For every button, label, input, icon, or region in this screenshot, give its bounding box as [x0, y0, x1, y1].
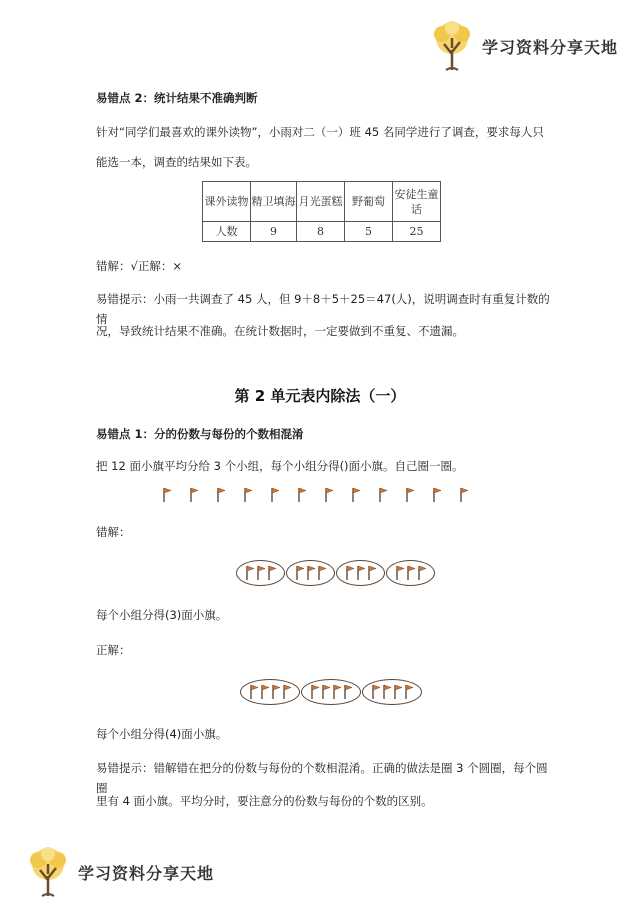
table-header-cell: 野葡萄 [345, 182, 393, 222]
section2-heading: 易错点 1：分的份数与每份的个数相混淆 [96, 427, 304, 441]
flag-icon [271, 684, 281, 700]
brand-name: 学习资料分享天地 [482, 37, 619, 57]
flag-icon [356, 565, 366, 581]
flag-icon [260, 684, 270, 700]
flag-icon [270, 487, 280, 503]
survey-table [202, 181, 441, 242]
flag-item [351, 487, 378, 505]
flag-icon [324, 487, 334, 503]
flag-group-circle [336, 560, 385, 586]
table-cell: 8 [297, 222, 345, 242]
flag-item [378, 487, 405, 505]
flag-icon [417, 565, 427, 581]
flag-item [405, 487, 432, 505]
brand-logo-bottom [22, 846, 214, 898]
flag-icon [321, 684, 331, 700]
flag-icon [310, 684, 320, 700]
flag-icon [243, 487, 253, 503]
table-cell: 25 [393, 222, 441, 242]
flag-item [324, 487, 351, 505]
flag-item [297, 487, 324, 505]
table-header-cell: 课外读物 [203, 182, 251, 222]
flag-icon [404, 684, 414, 700]
table-cell: 5 [345, 222, 393, 242]
flag-icon [343, 684, 353, 700]
table-header-cell: 精卫填海 [251, 182, 297, 222]
table-header-cell: 月光蛋糕 [297, 182, 345, 222]
flag-icon [216, 487, 226, 503]
flag-icon [351, 487, 361, 503]
section2-hint-line1: 易错提示：错解错在把分的份数与每份的个数相混淆。正确的做法是圈 3 个圆圈，每个圆圈 [96, 761, 548, 795]
flag-icon [382, 684, 392, 700]
flag-icon [406, 565, 416, 581]
flag-item [270, 487, 297, 505]
flag-icon [297, 487, 307, 503]
flag-item [243, 487, 270, 505]
flag-icon [189, 487, 199, 503]
table-row [203, 222, 441, 242]
flag-icon [345, 565, 355, 581]
flag-item [432, 487, 459, 505]
flag-icon [371, 684, 381, 700]
right-label: 正解： [96, 643, 131, 657]
flag-icon [249, 684, 259, 700]
table-header-cell: 安徒生童话 [393, 182, 441, 222]
flag-icon [405, 487, 415, 503]
flag-group-circle [362, 679, 422, 705]
flag-icon [395, 565, 405, 581]
wrong-grouping [236, 560, 436, 586]
flag-icon [162, 487, 172, 503]
flag-icon [378, 487, 388, 503]
right-answer: 每个小组分得(4)面小旗。 [96, 727, 228, 741]
flag-item [189, 487, 216, 505]
table-cell: 9 [251, 222, 297, 242]
flag-icon [267, 565, 277, 581]
flag-row [162, 487, 486, 505]
flag-group-circle [286, 560, 335, 586]
flag-icon [245, 565, 255, 581]
unit-title: 第 2 单元表内除法（一） [234, 387, 406, 405]
flag-group-circle [240, 679, 300, 705]
flag-icon [393, 684, 403, 700]
flag-icon [332, 684, 342, 700]
section1-problem-line2: 能选一本，调查的结果如下表。 [96, 155, 257, 169]
wrong-label: 错解： [96, 525, 131, 539]
flag-icon [306, 565, 316, 581]
flag-item [162, 487, 189, 505]
section1-problem-line1: 针对“同学们最喜欢的课外读物”，小雨对二（一）班 45 名同学进行了调查，要求每人只 [96, 125, 544, 139]
brand-name: 学习资料分享天地 [78, 863, 215, 883]
section1-hint-line1: 易错提示：小雨一共调查了 45 人，但 9＋8＋5＋25＝47(人)，说明调查时有重复计数的情 [96, 292, 550, 326]
brand-logo-top [426, 20, 618, 72]
flag-icon [295, 565, 305, 581]
flag-item [216, 487, 243, 505]
flag-icon [282, 684, 292, 700]
flag-icon [367, 565, 377, 581]
flag-icon [317, 565, 327, 581]
section2-hint-line2: 里有 4 面小旗。平均分时，要注意分的份数与每份的个数的区别。 [96, 794, 433, 808]
flag-icon [432, 487, 442, 503]
flag-group-circle [236, 560, 285, 586]
table-header-row [203, 182, 441, 222]
flag-icon [256, 565, 266, 581]
flag-icon [459, 487, 469, 503]
table-row-label: 人数 [203, 222, 251, 242]
wrong-answer: 每个小组分得(3)面小旗。 [96, 608, 228, 622]
flag-group-circle [301, 679, 361, 705]
section1-judgement: 错解：√正解：× [96, 259, 182, 273]
tree-logo-icon [426, 20, 478, 72]
flag-group-circle [386, 560, 435, 586]
section1-heading: 易错点 2：统计结果不准确判断 [96, 91, 258, 105]
correct-grouping [240, 679, 423, 705]
section1-hint-line2: 况，导致统计结果不准确。在统计数据时，一定要做到不重复、不遗漏。 [96, 324, 464, 338]
section2-problem: 把 12 面小旗平均分给 3 个小组，每个小组分得()面小旗。自己圈一圈。 [96, 459, 464, 473]
flag-item [459, 487, 486, 505]
tree-logo-icon [22, 846, 74, 898]
